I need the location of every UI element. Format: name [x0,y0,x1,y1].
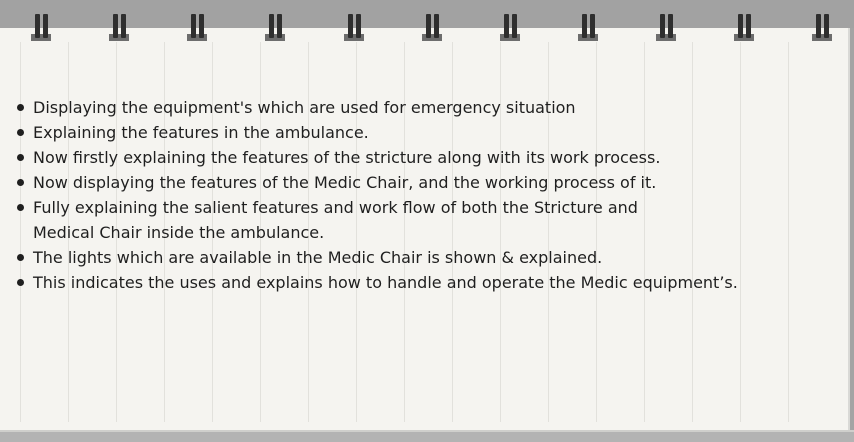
bullet-icon [17,154,24,161]
binder-ring-icon [578,14,598,41]
list-item: Now displaying the features of the Medic Chair, and the working process of it. [15,170,775,195]
bullet-icon [17,204,24,211]
binder-ring-icon [265,14,285,41]
binder-ring-icon [812,14,832,41]
list-item: This indicates the uses and explains how to handle and operate the Medic equipment’s. [15,270,775,295]
binder-ring-icon [187,14,207,41]
list-item: Explaining the features in the ambulance. [15,120,775,145]
bullet-icon [17,279,24,286]
list-item: Now firstly explaining the features of the stricture along with its work process. [15,145,775,170]
binder-ring-icon [734,14,754,41]
list-item: The lights which are available in the Medic Chair is shown & explained. [15,245,775,270]
bullet-icon [17,179,24,186]
bullet-icon [17,104,24,111]
binder-ring-icon [31,14,51,41]
bullet-list [15,95,775,295]
binder-ring-icon [344,14,364,41]
page-bottom-edge [0,430,854,442]
bullet-icon [17,129,24,136]
binder-ring-icon [656,14,676,41]
list-item: Fully explaining the salient features and work flow of both the Stricture and Medical Chair inside the ambulance. [15,195,775,245]
ruled-line [788,42,789,422]
binder-ring-icon [422,14,442,41]
binder-ring-icon [109,14,129,41]
bullet-icon [17,254,24,261]
notebook-page [0,28,850,432]
list-item: Displaying the equipment's which are used for emergency situation [15,95,775,120]
binder-ring-icon [500,14,520,41]
